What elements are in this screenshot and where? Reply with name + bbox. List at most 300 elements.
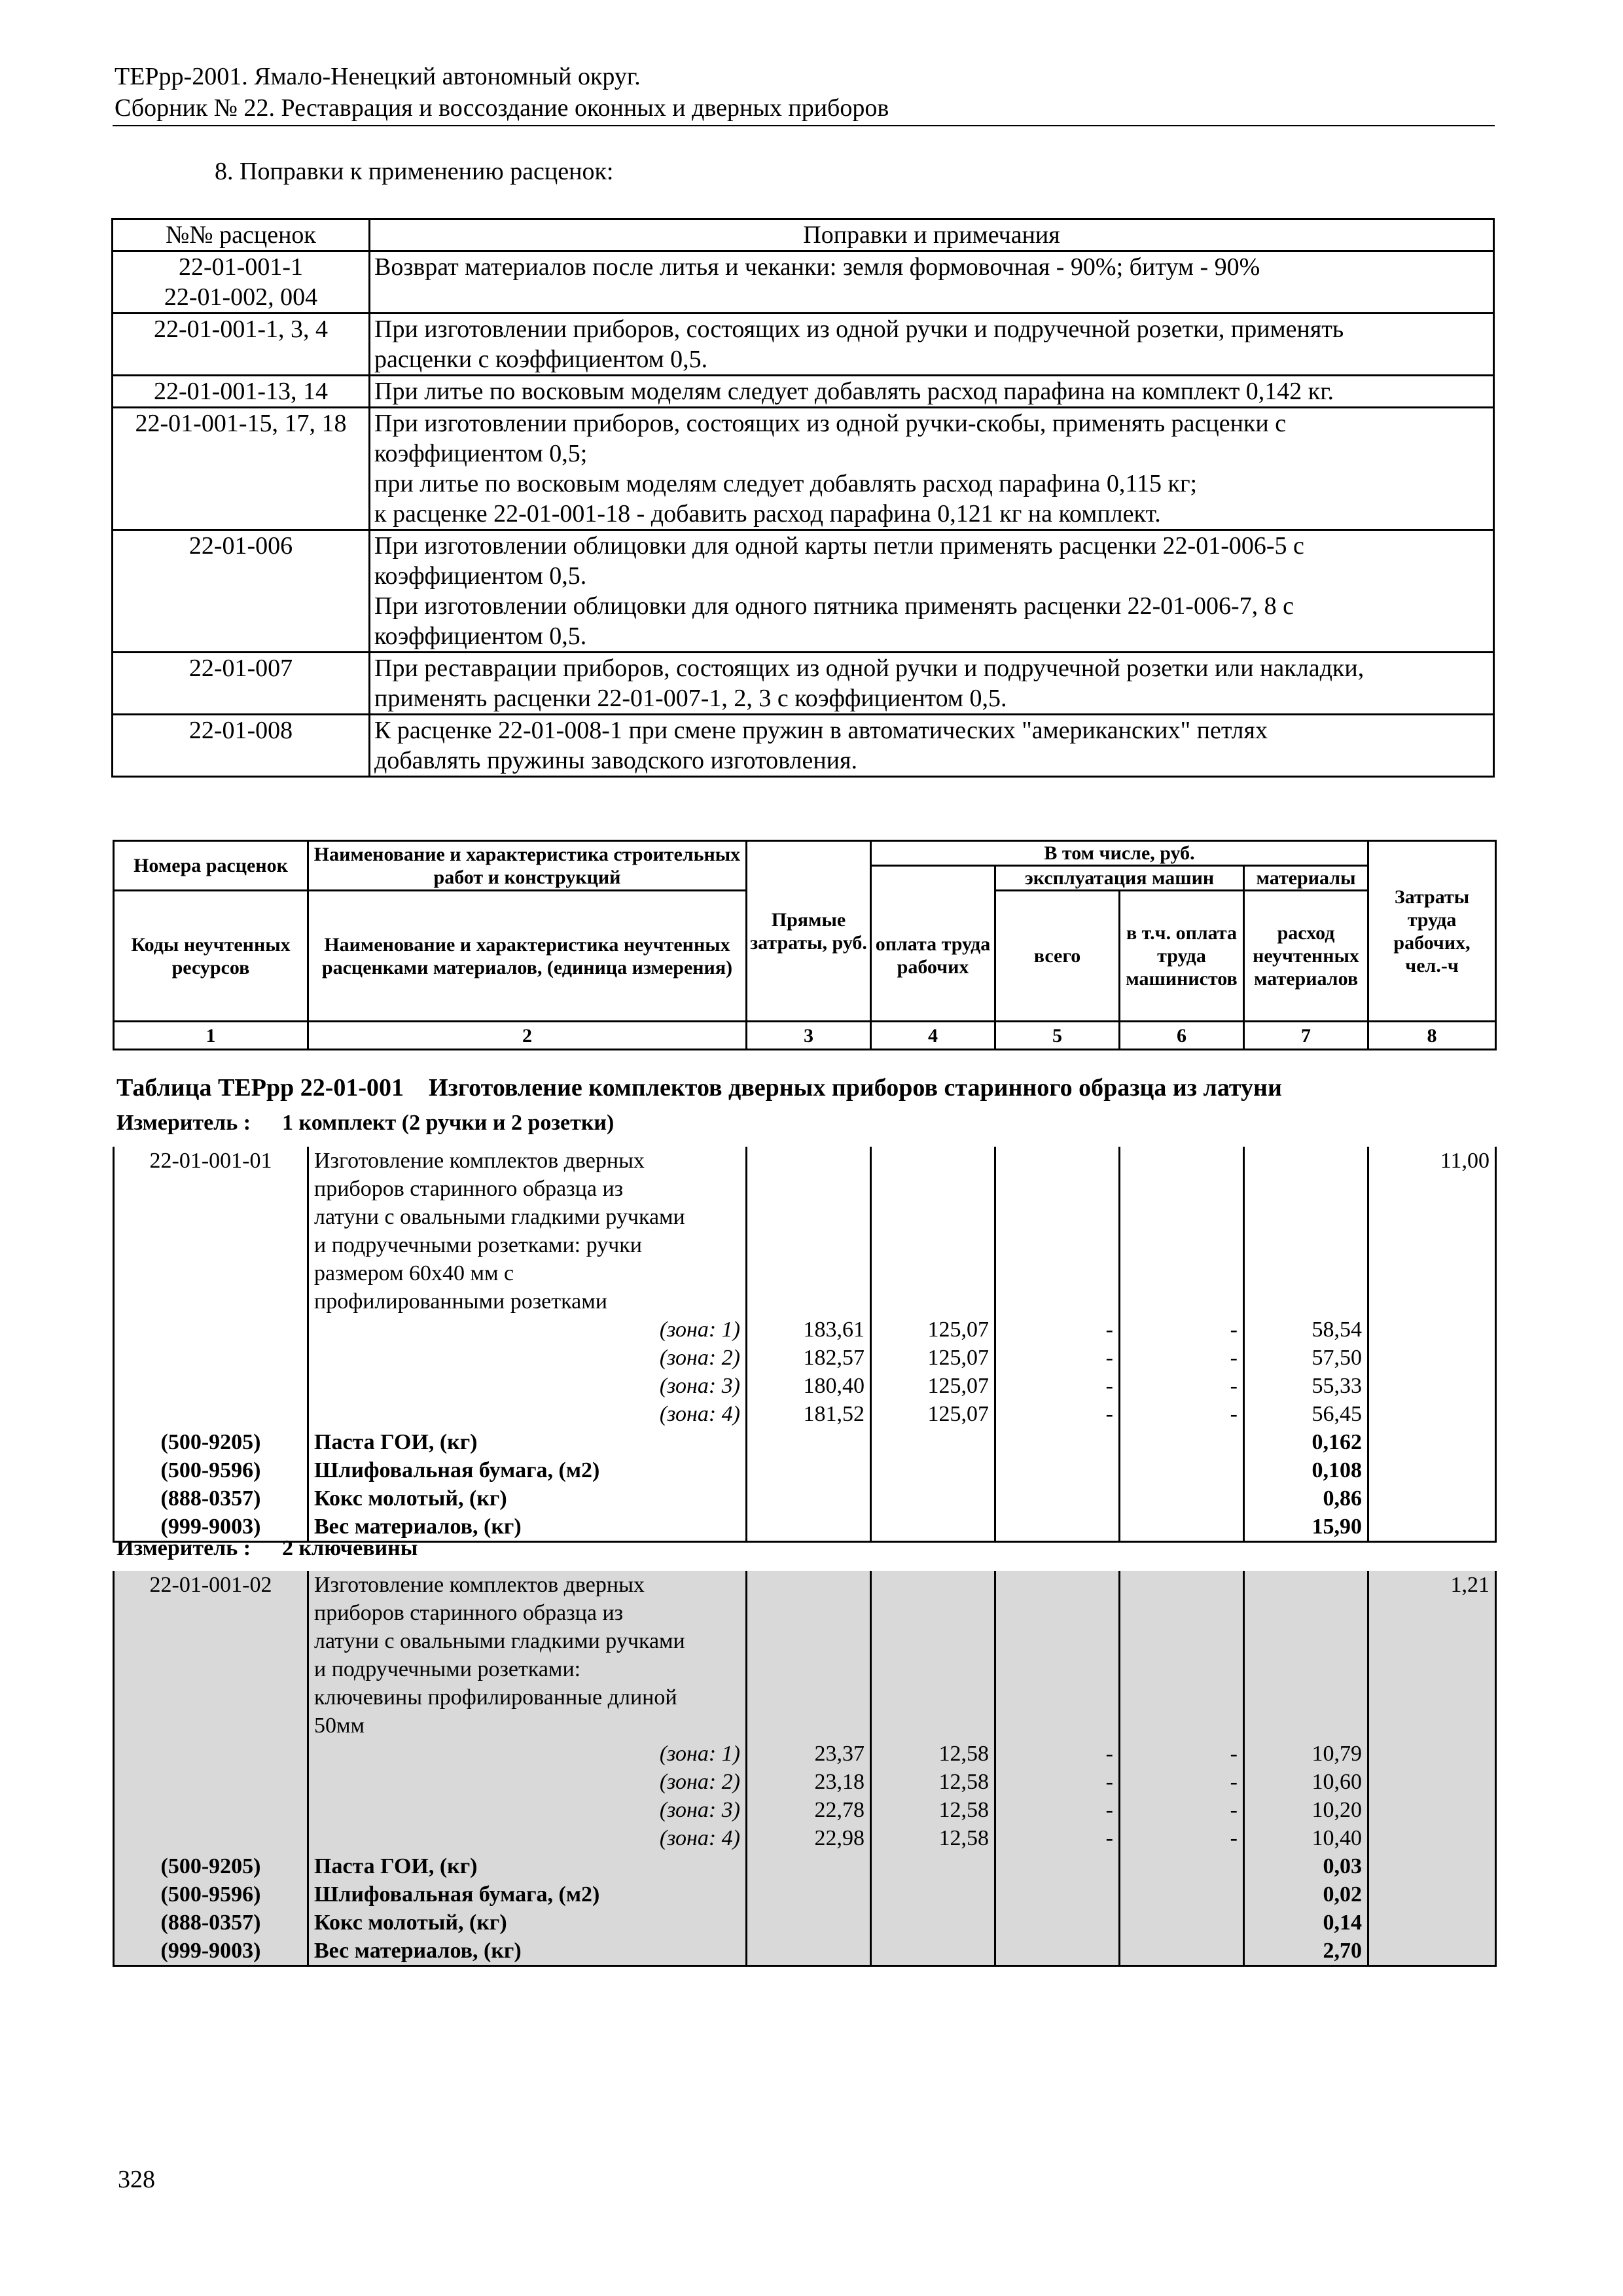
empty-cell: [871, 1175, 995, 1203]
resource-row: [114, 1852, 1496, 1880]
machine-total-value: -: [995, 1344, 1120, 1372]
empty-cell: [1368, 1627, 1496, 1655]
empty-cell: [871, 1513, 995, 1542]
empty-cell: [871, 1203, 995, 1231]
zone-row: [114, 1372, 1496, 1400]
empty-cell: [747, 1683, 871, 1712]
column-numbers-row: [114, 1022, 1496, 1050]
amendment-row: [113, 653, 1494, 715]
zone-label: (зона: 1): [308, 1740, 747, 1768]
description-row: [114, 1175, 1496, 1203]
measure-label: Измеритель :: [116, 1536, 251, 1560]
col-labor-costs: Затраты труда рабочих, чел.-ч: [1368, 841, 1496, 1022]
amendments-table: [111, 218, 1495, 778]
empty-cell: [995, 1203, 1120, 1231]
resource-name: Вес материалов, (кг): [308, 1937, 747, 1966]
empty-cell: [1120, 1599, 1244, 1627]
empty-cell: [114, 1599, 308, 1627]
document-header-title: ТЕРрр-2001. Ямало-Ненецкий автономный округ.: [115, 63, 641, 90]
amendment-notes: [370, 251, 1494, 314]
empty-cell: [114, 1203, 308, 1231]
amendment-codes: [113, 408, 370, 530]
amendment-notes: [370, 653, 1494, 715]
resource-amount: 0,14: [1244, 1909, 1368, 1937]
description-row: [114, 1147, 1496, 1175]
resource-name: Вес материалов, (кг): [308, 1513, 747, 1542]
empty-cell: [747, 1147, 871, 1175]
empty-cell: [747, 1287, 871, 1316]
empty-cell: [1368, 1372, 1496, 1400]
column-number: 3: [747, 1022, 871, 1050]
empty-cell: [114, 1344, 308, 1372]
resource-row: [114, 1456, 1496, 1484]
empty-cell: [1120, 1627, 1244, 1655]
labor-value: 1,21: [1368, 1571, 1496, 1599]
empty-cell: [871, 1937, 995, 1966]
empty-cell: [995, 1937, 1120, 1966]
resource-name: Кокс молотый, (кг): [308, 1909, 747, 1937]
zone-row: [114, 1740, 1496, 1768]
direct-costs-value: 22,78: [747, 1796, 871, 1824]
amendments-header-notes: Поправки и примечания: [370, 219, 1494, 251]
empty-cell: [747, 1627, 871, 1655]
direct-costs-value: 182,57: [747, 1344, 871, 1372]
col-operator-pay: в т.ч. оплата труда машинистов: [1120, 891, 1244, 1022]
description-line: латуни с овальными гладкими ручками: [308, 1203, 747, 1231]
amendment-code: 22-01-007: [188, 655, 293, 682]
operator-pay-value: -: [1120, 1740, 1244, 1768]
empty-cell: [1368, 1768, 1496, 1796]
zone-label: (зона: 2): [308, 1768, 747, 1796]
empty-cell: [1120, 1909, 1244, 1937]
empty-cell: [1120, 1175, 1244, 1203]
empty-cell: [995, 1287, 1120, 1316]
column-number: 4: [871, 1022, 995, 1050]
resource-code: (500-9596): [114, 1880, 308, 1909]
description-line: Изготовление комплектов дверных: [308, 1147, 747, 1175]
zone-row: [114, 1400, 1496, 1428]
machine-total-value: -: [995, 1372, 1120, 1400]
amendment-note-line: коэффициентом 0,5.: [374, 622, 587, 650]
zone-label: (зона: 2): [308, 1344, 747, 1372]
empty-cell: [1368, 1344, 1496, 1372]
amendment-row: [113, 715, 1494, 777]
empty-cell: [1368, 1909, 1496, 1937]
materials-value: 10,60: [1244, 1768, 1368, 1796]
amendment-note-line: К расценке 22-01-008-1 при смене пружин в автоматических "американских" петлях: [374, 717, 1268, 744]
amendment-row: [113, 408, 1494, 530]
materials-value: 57,50: [1244, 1344, 1368, 1372]
empty-cell: [747, 1880, 871, 1909]
description-line: приборов старинного образца из: [308, 1599, 747, 1627]
empty-cell: [1368, 1287, 1496, 1316]
description-line: размером 60х40 мм с: [308, 1259, 747, 1287]
empty-cell: [1120, 1287, 1244, 1316]
description-line: приборов старинного образца из: [308, 1175, 747, 1203]
empty-cell: [1368, 1203, 1496, 1231]
empty-cell: [1244, 1683, 1368, 1712]
materials-value: 10,79: [1244, 1740, 1368, 1768]
amendment-codes: [113, 715, 370, 777]
col-rate-numbers: Номера расценок: [114, 841, 308, 891]
empty-cell: [871, 1571, 995, 1599]
empty-cell: [1368, 1231, 1496, 1259]
empty-cell: [1368, 1937, 1496, 1966]
resource-name: Паста ГОИ, (кг): [308, 1852, 747, 1880]
amendment-code: 22-01-001-13, 14: [154, 378, 328, 405]
empty-cell: [1244, 1203, 1368, 1231]
empty-cell: [1120, 1712, 1244, 1740]
empty-cell: [995, 1852, 1120, 1880]
empty-cell: [1368, 1683, 1496, 1712]
empty-cell: [1368, 1599, 1496, 1627]
worker-pay-value: 125,07: [871, 1372, 995, 1400]
empty-cell: [1244, 1571, 1368, 1599]
empty-cell: [995, 1147, 1120, 1175]
amendment-codes: [113, 376, 370, 408]
machine-total-value: -: [995, 1400, 1120, 1428]
amendment-code: 22-01-001-15, 17, 18: [135, 410, 347, 437]
amendment-note-line: При литье по восковым моделям следует добавлять расход парафина на комплект 0,142 кг.: [374, 378, 1334, 405]
description-row: [114, 1259, 1496, 1287]
empty-cell: [747, 1655, 871, 1683]
empty-cell: [747, 1909, 871, 1937]
empty-cell: [747, 1203, 871, 1231]
worker-pay-value: 125,07: [871, 1316, 995, 1344]
amendment-note-line: При реставрации приборов, состоящих из одной ручки и подручечной розетки или накладки,: [374, 655, 1364, 682]
amendment-codes: [113, 530, 370, 653]
amendment-notes: [370, 376, 1494, 408]
machine-total-value: -: [995, 1316, 1120, 1344]
empty-cell: [747, 1599, 871, 1627]
zone-row: [114, 1316, 1496, 1344]
empty-cell: [1244, 1655, 1368, 1683]
empty-cell: [747, 1513, 871, 1542]
empty-cell: [1120, 1683, 1244, 1712]
empty-cell: [747, 1571, 871, 1599]
empty-cell: [871, 1456, 995, 1484]
col-total: всего: [995, 891, 1120, 1022]
col-worker-pay-spacer: [871, 866, 995, 891]
empty-cell: [871, 1909, 995, 1937]
empty-cell: [114, 1627, 308, 1655]
operator-pay-value: -: [1120, 1824, 1244, 1852]
empty-cell: [1368, 1740, 1496, 1768]
empty-cell: [1120, 1513, 1244, 1542]
amendment-note-line: при литье по восковым моделям следует добавлять расход парафина 0,115 кг;: [374, 470, 1198, 497]
empty-cell: [1120, 1203, 1244, 1231]
zone-label: (зона: 3): [308, 1796, 747, 1824]
materials-value: 58,54: [1244, 1316, 1368, 1344]
direct-costs-value: 23,18: [747, 1768, 871, 1796]
section-title: 8. Поправки к применению расценок:: [215, 158, 614, 185]
empty-cell: [871, 1484, 995, 1513]
empty-cell: [114, 1824, 308, 1852]
measure-line: [116, 1111, 614, 1136]
amendment-codes: [113, 251, 370, 314]
empty-cell: [1120, 1484, 1244, 1513]
empty-cell: [1368, 1428, 1496, 1456]
col-unaccounted-use: расход неучтенных материалов: [1244, 891, 1368, 1022]
empty-cell: [1244, 1599, 1368, 1627]
amendment-note-line: коэффициентом 0,5;: [374, 440, 588, 467]
column-number: 2: [308, 1022, 747, 1050]
amendment-note-line: добавлять пружины заводского изготовления.: [374, 747, 857, 774]
rate-block-table: [113, 1571, 1497, 1967]
empty-cell: [1368, 1456, 1496, 1484]
amendment-note-line: При изготовлении приборов, состоящих из одной ручки-скобы, применять расценки с: [374, 410, 1287, 437]
measure-label: Измеритель :: [116, 1111, 251, 1135]
amendment-note-line: коэффициентом 0,5.: [374, 562, 587, 590]
amendment-note-line: расценки с коэффициентом 0,5.: [374, 346, 708, 373]
zone-row: [114, 1768, 1496, 1796]
empty-cell: [1244, 1231, 1368, 1259]
amendments-body: [113, 251, 1494, 777]
worker-pay-value: 12,58: [871, 1740, 995, 1768]
worker-pay-value: 12,58: [871, 1796, 995, 1824]
description-row: [114, 1571, 1496, 1599]
resource-name: Шлифовальная бумага, (м2): [308, 1880, 747, 1909]
empty-cell: [747, 1259, 871, 1287]
zone-row: [114, 1796, 1496, 1824]
description-row: [114, 1683, 1496, 1712]
empty-cell: [1244, 1287, 1368, 1316]
empty-cell: [114, 1175, 308, 1203]
empty-cell: [114, 1683, 308, 1712]
worker-pay-value: 125,07: [871, 1344, 995, 1372]
resource-code: (500-9596): [114, 1456, 308, 1484]
resource-code: (999-9003): [114, 1937, 308, 1966]
empty-cell: [114, 1316, 308, 1344]
empty-cell: [114, 1259, 308, 1287]
description-line: 50мм: [308, 1712, 747, 1740]
empty-cell: [871, 1683, 995, 1712]
amendment-row: [113, 251, 1494, 314]
resource-amount: 0,108: [1244, 1456, 1368, 1484]
amendment-code: 22-01-001-1, 3, 4: [154, 315, 328, 343]
empty-cell: [747, 1484, 871, 1513]
empty-cell: [1368, 1852, 1496, 1880]
header-divider: [113, 125, 1495, 126]
amendment-code: 22-01-008: [188, 717, 293, 744]
materials-value: 56,45: [1244, 1400, 1368, 1428]
empty-cell: [871, 1287, 995, 1316]
column-header-table: [113, 840, 1497, 1050]
machine-total-value: -: [995, 1824, 1120, 1852]
empty-cell: [747, 1937, 871, 1966]
description-line: ключевины профилированные длиной: [308, 1683, 747, 1712]
empty-cell: [747, 1852, 871, 1880]
resource-code: (888-0357): [114, 1484, 308, 1513]
empty-cell: [995, 1175, 1120, 1203]
description-line: профилированными розетками: [308, 1287, 747, 1316]
machine-total-value: -: [995, 1768, 1120, 1796]
resource-row: [114, 1428, 1496, 1456]
rate-block-table: [113, 1147, 1497, 1543]
empty-cell: [995, 1571, 1120, 1599]
amendment-row: [113, 314, 1494, 376]
description-line: латуни с овальными гладкими ручками: [308, 1627, 747, 1655]
amendment-note-line: При изготовлении облицовки для одной карты петли применять расценки 22-01-006-5 с: [374, 532, 1304, 560]
description-row: [114, 1231, 1496, 1259]
table-title: Таблица ТЕРрр 22-01-001 Изготовление комплектов дверных приборов старинного образца из латуни: [116, 1074, 1282, 1102]
resource-code: (999-9003): [114, 1513, 308, 1542]
empty-cell: [995, 1231, 1120, 1259]
description-row: [114, 1287, 1496, 1316]
empty-cell: [871, 1880, 995, 1909]
resource-row: [114, 1484, 1496, 1513]
empty-cell: [114, 1287, 308, 1316]
resource-code: (500-9205): [114, 1428, 308, 1456]
zone-label: (зона: 1): [308, 1316, 747, 1344]
column-number: 7: [1244, 1022, 1368, 1050]
zone-label: (зона: 4): [308, 1400, 747, 1428]
amendment-note-line: применять расценки 22-01-007-1, 2, 3 с коэффициентом 0,5.: [374, 685, 1007, 712]
operator-pay-value: -: [1120, 1372, 1244, 1400]
materials-value: 10,40: [1244, 1824, 1368, 1852]
empty-cell: [1244, 1259, 1368, 1287]
amendment-code: 22-01-006: [188, 532, 293, 560]
empty-cell: [1368, 1175, 1496, 1203]
resource-row: [114, 1909, 1496, 1937]
col-worker-pay: оплата труда рабочих: [871, 891, 995, 1022]
worker-pay-value: 12,58: [871, 1824, 995, 1852]
rate-code: 22-01-001-02: [114, 1571, 308, 1599]
amendment-note-line: Возврат материалов после литья и чеканки: земля формовочная - 90%; битум - 90%: [374, 253, 1260, 281]
amendment-note-line: При изготовлении облицовки для одного пятника применять расценки 22-01-006-7, 8 с: [374, 592, 1294, 620]
direct-costs-value: 23,37: [747, 1740, 871, 1768]
amendment-code: 22-01-002, 004: [164, 283, 318, 311]
empty-cell: [114, 1231, 308, 1259]
column-number: 1: [114, 1022, 308, 1050]
col-name-bottom: Наименование и характеристика неучтенных расценками материалов, (единица измерения): [308, 891, 747, 1022]
empty-cell: [1120, 1655, 1244, 1683]
empty-cell: [871, 1147, 995, 1175]
amendment-notes: [370, 715, 1494, 777]
description-line: Изготовление комплектов дверных: [308, 1571, 747, 1599]
materials-value: 55,33: [1244, 1372, 1368, 1400]
resource-amount: 0,03: [1244, 1852, 1368, 1880]
amendment-code: 22-01-001-1: [179, 253, 303, 281]
resource-name: Кокс молотый, (кг): [308, 1484, 747, 1513]
empty-cell: [1120, 1937, 1244, 1966]
empty-cell: [871, 1627, 995, 1655]
amendment-notes: [370, 530, 1494, 653]
empty-cell: [114, 1796, 308, 1824]
empty-cell: [871, 1259, 995, 1287]
empty-cell: [1368, 1655, 1496, 1683]
empty-cell: [995, 1909, 1120, 1937]
labor-value: 11,00: [1368, 1147, 1496, 1175]
empty-cell: [995, 1712, 1120, 1740]
rate-code: 22-01-001-01: [114, 1147, 308, 1175]
empty-cell: [1368, 1259, 1496, 1287]
amendment-notes: [370, 314, 1494, 376]
empty-cell: [114, 1400, 308, 1428]
document-header-collection: Сборник № 22. Реставрация и воссоздание оконных и дверных приборов: [115, 94, 889, 122]
worker-pay-value: 125,07: [871, 1400, 995, 1428]
resource-name: Паста ГОИ, (кг): [308, 1428, 747, 1456]
empty-cell: [1120, 1571, 1244, 1599]
empty-cell: [1244, 1627, 1368, 1655]
empty-cell: [995, 1428, 1120, 1456]
empty-cell: [1244, 1712, 1368, 1740]
resource-amount: 0,02: [1244, 1880, 1368, 1909]
empty-cell: [114, 1740, 308, 1768]
amendment-row: [113, 530, 1494, 653]
operator-pay-value: -: [1120, 1400, 1244, 1428]
empty-cell: [871, 1712, 995, 1740]
amendment-codes: [113, 314, 370, 376]
measure-value: 1 комплект (2 ручки и 2 розетки): [282, 1111, 615, 1135]
empty-cell: [1368, 1824, 1496, 1852]
empty-cell: [1368, 1796, 1496, 1824]
description-row: [114, 1655, 1496, 1683]
empty-cell: [995, 1259, 1120, 1287]
empty-cell: [995, 1655, 1120, 1683]
col-name-top: Наименование и характеристика строительных работ и конструкций: [308, 841, 747, 891]
operator-pay-value: -: [1120, 1768, 1244, 1796]
zone-row: [114, 1824, 1496, 1852]
amendment-notes: [370, 408, 1494, 530]
empty-cell: [1368, 1484, 1496, 1513]
description-row: [114, 1712, 1496, 1740]
col-direct-costs: Прямые затраты, руб.: [747, 841, 871, 1022]
page-number: 328: [118, 2166, 155, 2193]
column-number: 6: [1120, 1022, 1244, 1050]
empty-cell: [995, 1880, 1120, 1909]
empty-cell: [871, 1852, 995, 1880]
resource-name: Шлифовальная бумага, (м2): [308, 1456, 747, 1484]
machine-total-value: -: [995, 1796, 1120, 1824]
amendment-codes: [113, 653, 370, 715]
operator-pay-value: -: [1120, 1344, 1244, 1372]
col-resource-codes: Коды неучтенных ресурсов: [114, 891, 308, 1022]
empty-cell: [1368, 1513, 1496, 1542]
empty-cell: [114, 1655, 308, 1683]
direct-costs-value: 180,40: [747, 1372, 871, 1400]
empty-cell: [995, 1484, 1120, 1513]
empty-cell: [1368, 1316, 1496, 1344]
direct-costs-value: 183,61: [747, 1316, 871, 1344]
direct-costs-value: 181,52: [747, 1400, 871, 1428]
empty-cell: [1368, 1712, 1496, 1740]
description-row: [114, 1627, 1496, 1655]
direct-costs-value: 22,98: [747, 1824, 871, 1852]
empty-cell: [1368, 1880, 1496, 1909]
resource-amount: 0,162: [1244, 1428, 1368, 1456]
empty-cell: [1120, 1880, 1244, 1909]
resource-amount: 2,70: [1244, 1937, 1368, 1966]
col-including: В том числе, руб.: [871, 841, 1368, 866]
worker-pay-value: 12,58: [871, 1768, 995, 1796]
empty-cell: [1120, 1428, 1244, 1456]
empty-cell: [1244, 1175, 1368, 1203]
amendments-header-codes: №№ расценок: [113, 219, 370, 251]
measure-line: [116, 1536, 418, 1561]
empty-cell: [747, 1428, 871, 1456]
machine-total-value: -: [995, 1740, 1120, 1768]
operator-pay-value: -: [1120, 1316, 1244, 1344]
empty-cell: [995, 1513, 1120, 1542]
empty-cell: [1120, 1231, 1244, 1259]
resource-amount: 15,90: [1244, 1513, 1368, 1542]
zone-label: (зона: 4): [308, 1824, 747, 1852]
amendment-row: [113, 376, 1494, 408]
col-machine-ops: эксплуатация машин: [995, 866, 1244, 891]
resource-code: (888-0357): [114, 1909, 308, 1937]
materials-value: 10,20: [1244, 1796, 1368, 1824]
